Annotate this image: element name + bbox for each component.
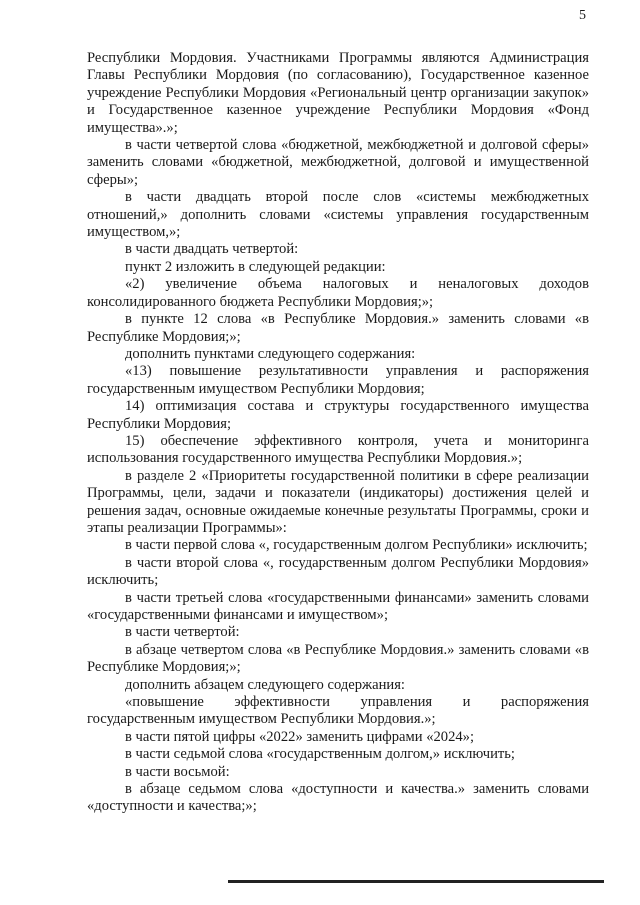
- paragraph: в части восьмой:: [125, 763, 230, 780]
- paragraph: «2) увеличение объема налоговых и неналоговых доходов консолидированного бюджета Республики Мордовия;»;: [87, 276, 589, 310]
- paragraph: в части четвертой:: [125, 624, 240, 641]
- paragraph: 15) обеспечение эффективного контроля, учета и мониторинга использования государственного имущества Республики Мордовия.»;: [87, 432, 589, 467]
- paragraph: Республики Мордовия. Участниками Программы являются Администрация Главы Республики Мордовия (по согласованию), Государственное казенное учреждение Республики Мордовия «Региональный центр организации закупок» и Государственное казенное учреждение Республики Мордовия «Фонд имущества».»;: [87, 50, 589, 136]
- page-number: 5: [579, 8, 586, 23]
- paragraph: в пункте 12 слова «в Республике Мордовия.» заменить словами «в Республике Мордовия;»;: [87, 311, 589, 345]
- paragraph: в части второй слова «, государственным долгом Республики Мордовия» исключить;: [87, 554, 589, 589]
- paragraph: в абзаце четвертом слова «в Республике Мордовия.» заменить словами «в Республике Мордовия;»;: [87, 641, 589, 676]
- paragraph: в части четвертой слова «бюджетной, межбюджетной и долговой сферы» заменить словами «бюджетной, межбюджетной, долговой и имущественной сферы»;: [87, 137, 589, 188]
- document-body: [87, 50, 589, 816]
- paragraph: дополнить абзацем следующего содержания:: [125, 676, 405, 693]
- paragraph: в части третьей слова «государственными финансами» заменить словами «государственными финансами и имуществом»;: [87, 589, 589, 623]
- paragraph: в части двадцать четвертой:: [125, 241, 299, 258]
- footer-rule: [228, 880, 604, 883]
- paragraph: в разделе 2 «Приоритеты государственной политики в сфере реализации Программы, цели, задачи и показатели (индикаторы) достижения целей и решения задач, основные ожидаемые конечные результаты Программы, сроки и этапы реализации Программы»:: [87, 467, 589, 536]
- paragraph: 14) оптимизация состава и структуры государственного имущества Республики Мордовия;: [87, 398, 589, 432]
- paragraph: в части седьмой слова «государственным долгом,» исключить;: [125, 746, 515, 763]
- paragraph: «13) повышение результативности управления и распоряжения государственным имуществом Республики Мордовия;: [87, 363, 589, 397]
- paragraph: в части первой слова «, государственным долгом Республики» исключить;: [125, 537, 588, 554]
- paragraph: «повышение эффективности управления и распоряжения государственным имуществом Республики Мордовия.»;: [87, 694, 589, 728]
- paragraph: в части двадцать второй после слов «системы межбюджетных отношений,» дополнить словами «системы управления государственным имуществом,»;: [87, 189, 589, 241]
- paragraph: дополнить пунктами следующего содержания:: [125, 345, 416, 362]
- paragraph: пункт 2 изложить в следующей редакции:: [125, 258, 386, 275]
- paragraph: в абзаце седьмом слова «доступности и качества.» заменить словами «доступности и качества;»;: [87, 781, 589, 815]
- paragraph: в части пятой цифры «2022» заменить цифрами «2024»;: [125, 728, 475, 745]
